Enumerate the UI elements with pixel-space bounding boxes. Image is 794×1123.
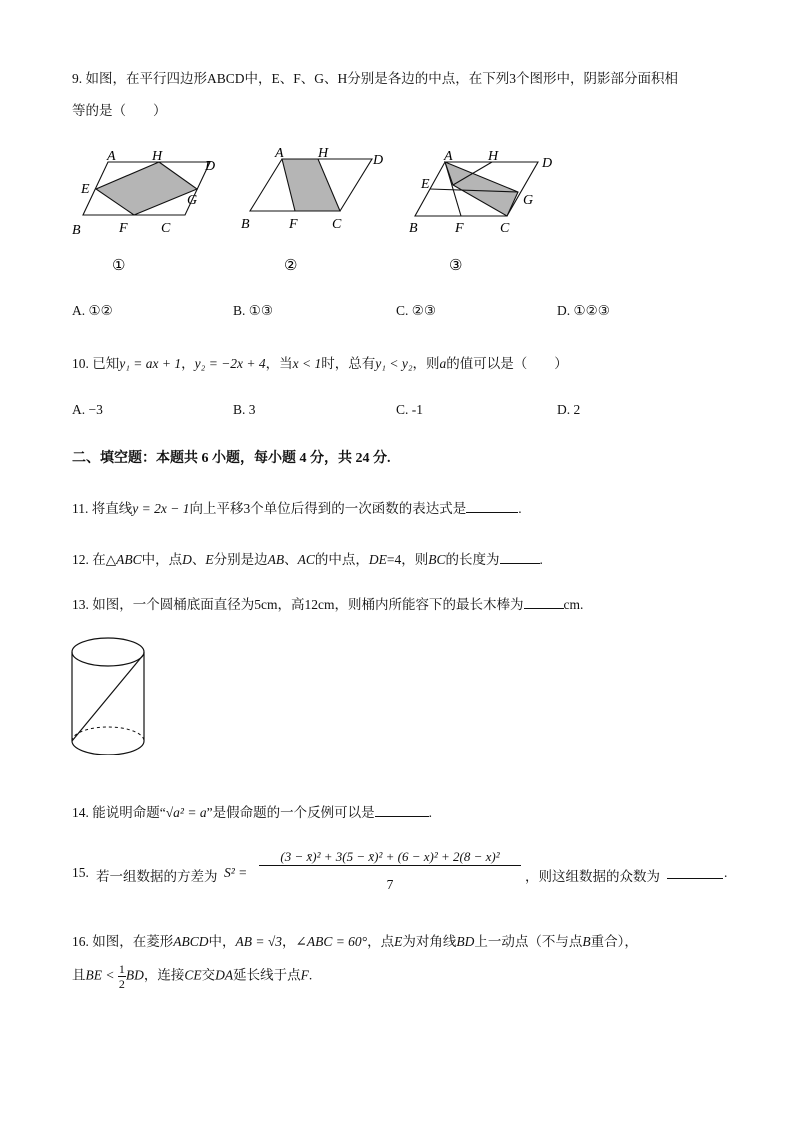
- q9-figure-3: [409, 149, 552, 274]
- q13-stem: 13. 如图，一个圆桶底面直径为5cm，高12cm，则桶内所能容下的最长木棒为 cm.: [72, 597, 584, 612]
- q9-line1: 9. 如图，在平行四边形ABCD中，E、F、G、H分别是各边的中点，在下列3个图形中，阴影部分面积相: [72, 71, 679, 86]
- q9-option-b: B. ①③: [233, 303, 273, 318]
- q10-option-c: C. -1: [396, 402, 423, 417]
- q14-radical: √a² = a: [165, 805, 207, 820]
- fig3-label-D: D: [542, 156, 553, 171]
- fig2-label-B: B: [241, 217, 250, 232]
- q9-line2: 等的是（ ）: [72, 103, 167, 118]
- q11-stem: 11. 将直线y = 2x − 1向上平移3个单位后得到的一次函数的表达式是 .: [72, 501, 522, 516]
- fig1-label-D: D: [205, 159, 216, 174]
- q9-figure-2: [241, 146, 383, 274]
- fig1-label-G: G: [187, 193, 198, 208]
- fig1-label-B: B: [72, 223, 81, 238]
- q16-line2: 且BE < $\frac{1}{2}$ BD，连接CE交DA延长线于点F.: [72, 962, 313, 991]
- q14-stem: 14. 能说明命题“√a² = a”是假命题的一个反例可以是 .: [72, 805, 432, 820]
- fig2-label-C: C: [332, 217, 342, 232]
- fig2-label-F: F: [289, 217, 298, 232]
- fig3-number: ③: [449, 258, 463, 274]
- q13-answer-blank: [524, 595, 564, 609]
- fig3-label-A: A: [444, 149, 453, 164]
- section-heading: 二、填空题：本题共 6 小题，每小题 4 分，共 24 分.: [72, 451, 391, 466]
- q16-fraction: $\frac{1}{2}$: [118, 962, 125, 991]
- q9-figure-1: [72, 149, 215, 274]
- fig3-label-H: H: [488, 149, 499, 164]
- fig3-label-B: B: [409, 221, 418, 236]
- fig2-number: ②: [284, 258, 298, 274]
- fig3-label-C: C: [500, 221, 510, 236]
- fig1-label-C: C: [161, 221, 171, 236]
- fig1-label-E: E: [81, 182, 90, 197]
- q10-stem: 10. 已知y₁ = ax + 1，y₂ = −2x + 4，当x < 1时，总有y₁ < y₂，则a的值可以是（ ）: [72, 356, 568, 371]
- fig1-number: ①: [112, 258, 126, 274]
- q12-answer-blank: [500, 550, 540, 564]
- fig1-label-A: A: [107, 149, 116, 164]
- q10-option-b: B. 3: [233, 402, 256, 417]
- document-page: 9. 如图，在平行四边形ABCD中，E、F、G、H分别是各边的中点，在下列3个图形中，阴影部分面积相 等的是（ ） A H D E G B F C ① A H D B F C ② A H D E G B F C ③ A. ①② B. ①③ C. ②③ D. ①②③ 10. 已知y₁ = ax + 1，y₂ = −2x + 4，当x < 1时，总有y₁ < y₂，则a的值可以是（ ） A. −3 B. 3 C. -1 D. 2 二、填空题：本题共 6 小题，每小题 4 分，共 24 分. 11. 将直线y = 2x − 1向上平移3个单位后得到的一次函数的表达式是 . 12. 在△ABC中，点D、E分别是边AB、AC的中点，DE=4，则BC的长度为 . 13. 如图，一个圆桶底面直径为5cm，高12cm，则桶内所能容下的最长木棒为 cm. 14. 能说明命题“√a² = a”是假命题的一个反例可以是 . 15. 若一组数据的方差为 S² = (3 − x̄)² + 3(5 − x̄)² + (6 − x)² + 2(8 − x)² 7 ，则这组数据的众数为 . 16. 如图，在菱形ABCD中，AB = √3，∠ABC = 60°，点E为对角线BD上一动点（不与点B重合）， 且BE < $\frac{1}{2}$ BD，连接CE交DA延长线于点F.: [0, 0, 794, 1123]
- q9-figures: [60, 140, 580, 275]
- fig3-label-F: F: [455, 221, 464, 236]
- fig2-label-H: H: [318, 146, 329, 161]
- fig1-label-F: F: [119, 221, 128, 236]
- q10-option-a: A. −3: [72, 402, 103, 417]
- fig2-label-A: A: [275, 146, 284, 161]
- q16-line1: 16. 如图，在菱形ABCD中，AB = √3，∠ABC = 60°，点E为对角线BD上一动点（不与点B重合），: [72, 934, 638, 949]
- q9-option-d: D. ①②③: [557, 303, 610, 318]
- q12-stem: 12. 在△ABC中，点D、E分别是边AB、AC的中点，DE=4，则BC的长度为 .: [72, 552, 543, 567]
- q11-answer-blank: [466, 499, 518, 513]
- q9-option-c: C. ②③: [396, 303, 436, 318]
- q14-answer-blank: [375, 803, 429, 817]
- cylinder-figure: [66, 630, 156, 755]
- fig3-label-E: E: [421, 177, 430, 192]
- q10-option-d: D. 2: [557, 402, 581, 417]
- fig3-label-G: G: [523, 193, 534, 208]
- fig1-label-H: H: [152, 149, 163, 164]
- q15-numerator: (3 − x̄)² + 3(5 − x̄)² + (6 − x)² + 2(8 − x)²: [259, 849, 521, 866]
- fig2-label-D: D: [373, 153, 384, 168]
- q9-option-a: A. ①②: [72, 303, 113, 318]
- q15-answer-blank: [667, 865, 723, 879]
- q15-denominator: 7: [386, 877, 394, 892]
